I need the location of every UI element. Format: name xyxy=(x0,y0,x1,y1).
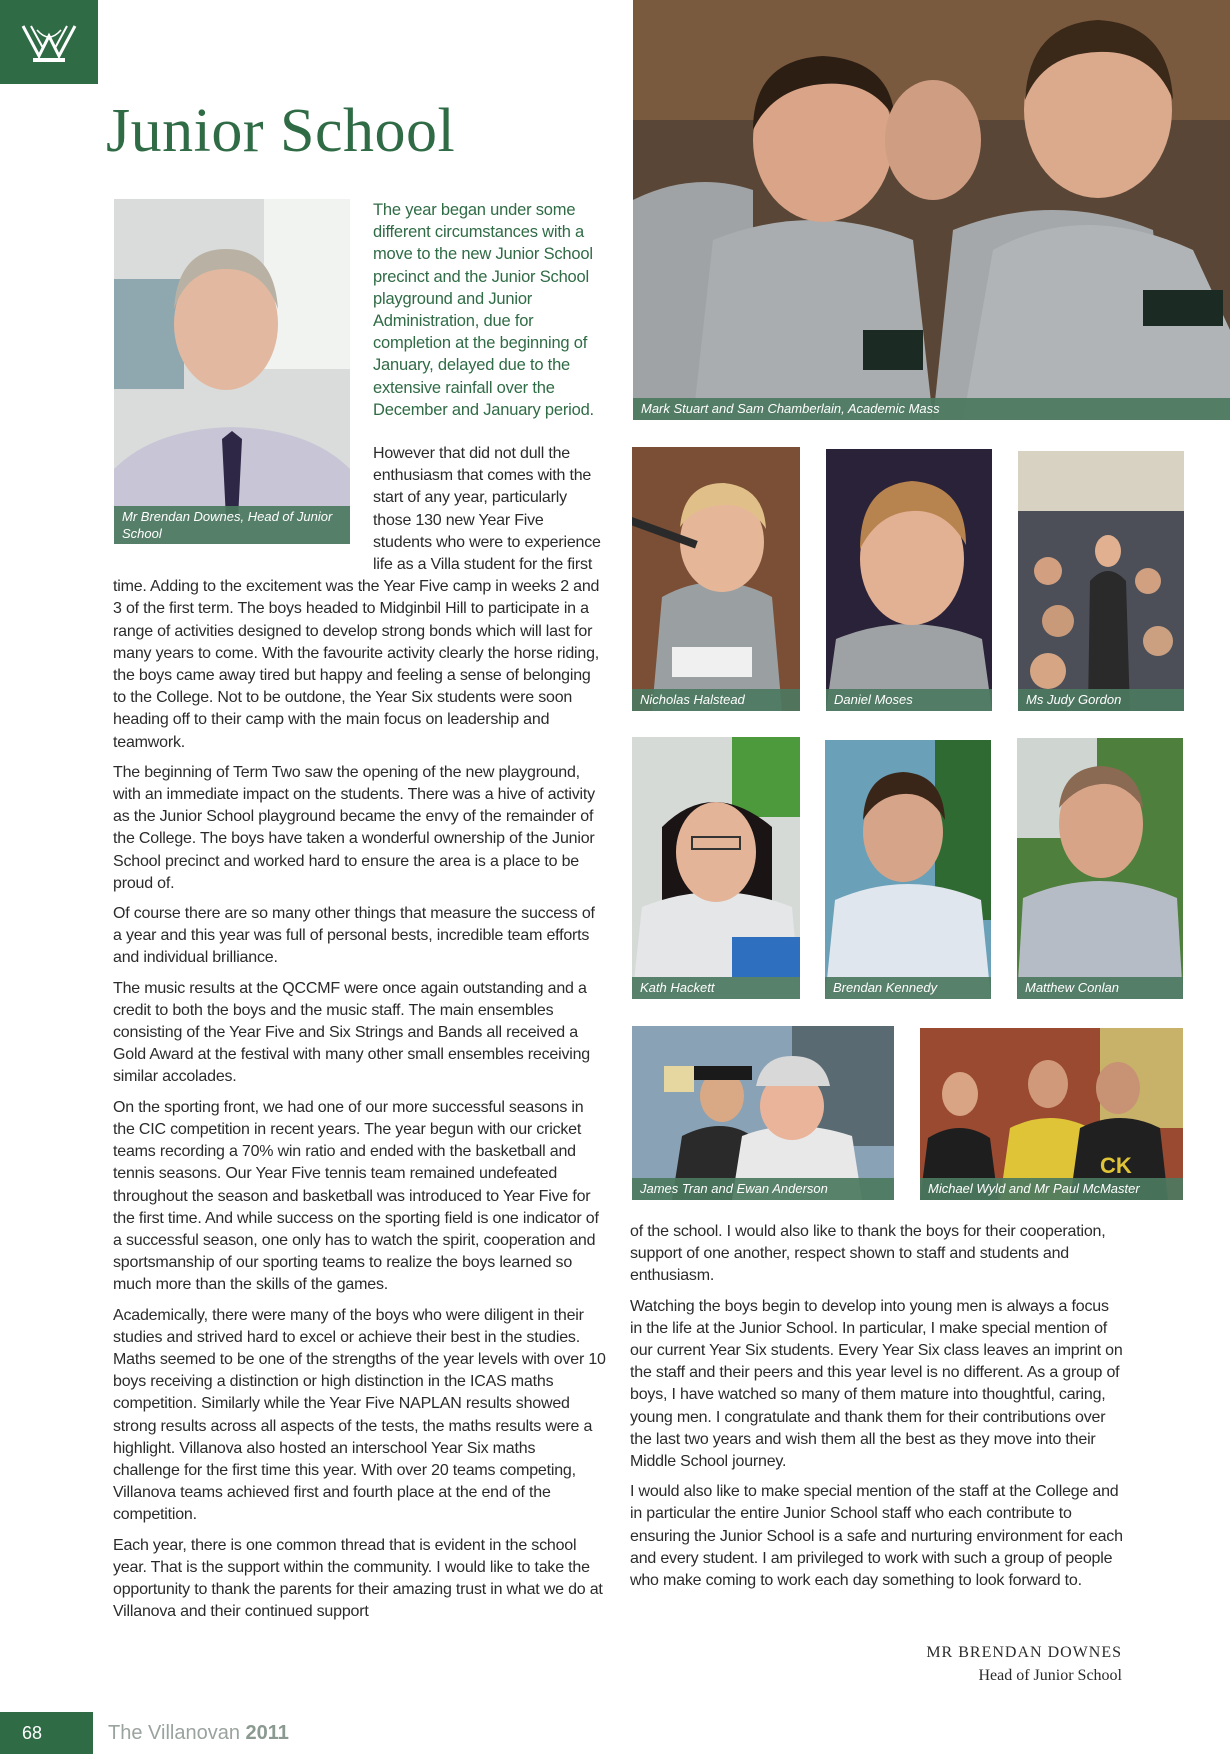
villanova-crest-icon xyxy=(17,18,81,66)
caption-row3-2: Michael Wyld and Mr Paul McMaster xyxy=(920,1178,1183,1200)
caption-row1-3: Ms Judy Gordon xyxy=(1018,689,1184,711)
signature xyxy=(926,1641,1122,1687)
article-paragraph-3: Of course there are so many other things that measure the success of a year and this year was full of personal bests, incredible team efforts and individual brilliance. xyxy=(113,905,595,967)
svg-text:CK: CK xyxy=(1100,1153,1132,1178)
article-paragraph-7: Each year, there is one common thread that is evident in the school year. That is the support within the community. I would like to take the opportunity to thank the parents for their amazing trust in what we do at Villanova and their continued support xyxy=(113,1536,603,1621)
caption-row2-2: Brendan Kennedy xyxy=(825,977,991,999)
photo-row1-1 xyxy=(632,447,800,711)
article-intro-block xyxy=(373,199,613,421)
article-paragraph-10: I would also like to make special mention of the staff at the College and in particular the entire Junior School staff who each contribute to ensuring the Junior School is a safe and nurturing environment for each and every student. I am privileged to work with such a group of people who make coming to work each day something to look forward to. xyxy=(630,1483,1123,1590)
article-paragraph-1: However that did not dull the enthusiasm that comes with the start of any year, particularly those 130 new Year Five students who were to experience life as a Villa student for the first time. Adding to the excitement was the Year Five camp in weeks 2 and 3 of the first term. The boys headed to Midginbil Hill to participate in a range of activities designed to develop strong bonds which will last for many years to come. With the favourite activity clearly the horse riding, the boys came away tired but happy and feeling a sense of belonging to the College. Not to be outdone, the Year Six students were soon heading off to their camp with the main focus on leadership and teamwork. xyxy=(113,445,601,751)
photo-row2-1 xyxy=(632,737,800,999)
signature-role: Head of Junior School xyxy=(978,1667,1122,1684)
caption-row1-1: Nicholas Halstead xyxy=(632,689,800,711)
footer-magazine xyxy=(108,1722,289,1745)
photo-row3-1 xyxy=(632,1026,894,1200)
article-column-left xyxy=(113,443,606,1631)
signature-name: MR BRENDAN DOWNES xyxy=(926,1644,1122,1661)
page-title: Junior School xyxy=(106,97,456,165)
article-paragraph-6: Academically, there were many of the boys who were diligent in their studies and strived hard to excel or achieve their best in the studies. Maths seemed to be one of the strengths of the year levels with over 10 boys receiving a distinction or high distinction in the ICAS maths competition. Similarly while the Year Five NAPLAN results showed strong results across all aspects of the tests, the maths results were a highlight. Villanova also hosted an interschool Year Six maths challenge for the first time this year. With over 20 teams competing, Villanova teams achieved first and fourth place at the end of the competition. xyxy=(113,1306,606,1524)
footer-page-box xyxy=(0,1712,93,1754)
caption-row1-2: Daniel Moses xyxy=(826,689,992,711)
photo-row3-2 xyxy=(920,1028,1183,1200)
article-column-right xyxy=(630,1221,1123,1600)
article-paragraph-9: Watching the boys begin to develop into young men is always a focus in the life at the Junior School. In particular, I make special mention of our current Year Six students. Every Year Six class leaves an imprint on the staff and their peers and this year level is no different. As a group of boys, I have watched so many of them mature into thoughtful, caring, young men. I congratulate and thank them for their contributions over the last two years and wish them all the best as they move into their Middle School journey. xyxy=(630,1297,1123,1471)
photo-row2-2 xyxy=(825,740,991,999)
caption-top: Mark Stuart and Sam Chamberlain, Academic Mass xyxy=(633,398,1230,420)
photo-row2-3 xyxy=(1017,738,1183,999)
article-intro: The year began under some different circumstances with a move to the new Junior School precinct and the Junior School playground and Junior Administration, due for completion at the beginning of January, delayed due to the extensive rainfall over the December and January period. xyxy=(373,201,594,419)
caption-row3-1: James Tran and Ewan Anderson xyxy=(632,1178,894,1200)
page-number: 68 xyxy=(22,1723,43,1743)
article-paragraph-2: The beginning of Term Two saw the opening of the new playground, with an immediate impact on the students. There was a hive of activity as the Junior School playground became the envy of the remainder of the College. The boys have taken a wonderful ownership of the Junior School precinct and worked hard to ensure the area is a place to be proud of. xyxy=(113,763,595,892)
article-paragraph-4: The music results at the QCCMF were once again outstanding and a credit to both the boys and the music staff. The main ensembles consisting of the Year Five and Six Strings and Bands all received a Gold Award at the festival with many other small ensembles receiving similar accolades. xyxy=(113,979,591,1086)
caption-principal: Mr Brendan Downes, Head of Junior School xyxy=(114,506,350,544)
article-paragraph-8: of the school. I would also like to thank the boys for their cooperation, support of one another, respect shown to staff and students and enthusiasm. xyxy=(630,1223,1106,1285)
article-paragraph-5: On the sporting front, we had one of our more successful seasons in the CIC competition in recent years. The year begun with our cricket teams recording a 70% win ratio and ended with the basketball and tennis seasons. Our Year Five tennis team remained undefeated throughout the season and basketball was introduced to Year Five for the first time. And while success on the sporting field is one indicator of a successful season, one only has to watch the spirit, cooperation and sportsmanship of our sporting teams to realize the boys learned so much more than the skills of the games. xyxy=(113,1098,599,1294)
caption-row2-1: Kath Hackett xyxy=(632,977,800,999)
photo-row1-2 xyxy=(826,449,992,711)
photo-row1-3 xyxy=(1018,451,1184,711)
footer-year: 2011 xyxy=(245,1722,289,1744)
footer-magazine-title: The Villanovan xyxy=(108,1722,240,1744)
caption-row2-3: Matthew Conlan xyxy=(1017,977,1183,999)
photo-top xyxy=(633,0,1230,420)
logo-box xyxy=(0,0,98,84)
